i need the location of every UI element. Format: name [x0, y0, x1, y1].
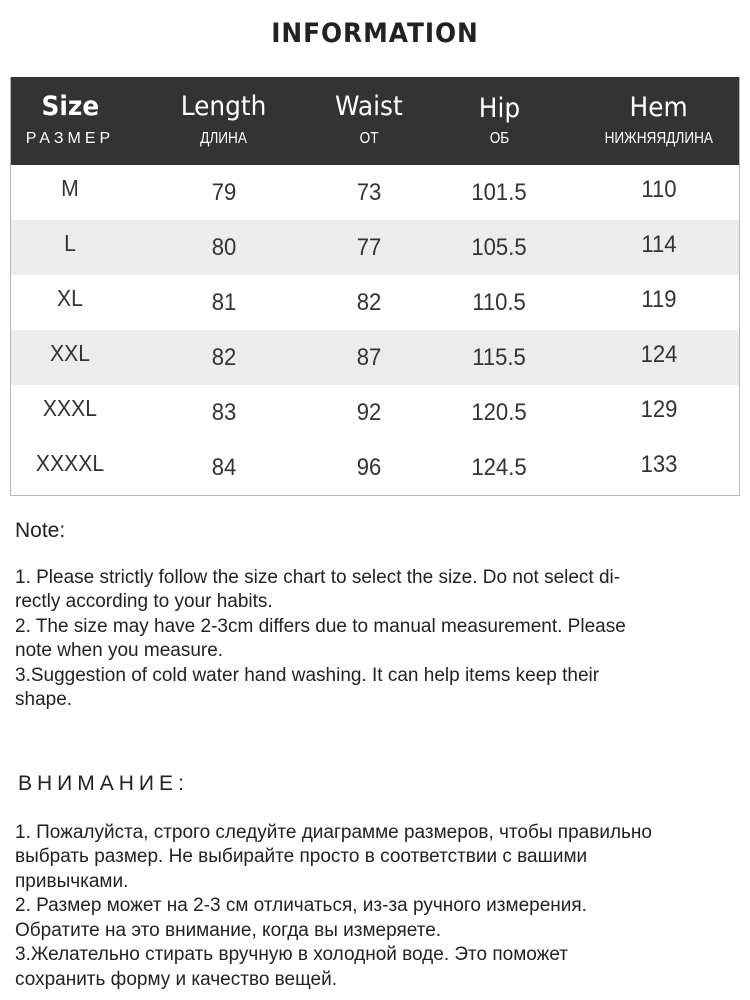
- column-header-hem: [579, 77, 739, 165]
- table-row: [11, 220, 739, 275]
- note-line: выбрать размер. Не выбирайте просто в соответствии с вашими: [15, 846, 588, 867]
- column-header-en: Hem: [629, 92, 689, 123]
- note-line: note when you measure.: [15, 640, 224, 661]
- cell-hip: 101.5: [471, 178, 527, 206]
- note-heading: Note:: [15, 519, 66, 542]
- cell-hem: 110: [641, 175, 677, 203]
- cell-hip: 120.5: [471, 398, 527, 426]
- cell-hem: 124: [640, 340, 678, 368]
- note-line: 1. Пожалуйста, строго следуйте диаграмме размеров, чтобы правильно: [15, 821, 652, 843]
- note-line: 2. Размер может на 2-3 см отличаться, из-за ручного измерения.: [15, 895, 587, 916]
- cell-waist: 73: [356, 178, 382, 206]
- column-header-ru: РАЗМЕР: [25, 130, 115, 147]
- cell-waist: 96: [356, 453, 382, 481]
- size-chart-table: [10, 77, 740, 496]
- cell-hem: 119: [641, 285, 677, 313]
- cell-size: M: [61, 175, 79, 201]
- cell-hem: 129: [640, 395, 678, 423]
- cell-length: 83: [211, 398, 237, 426]
- note-line: 3.Желательно стирать вручную в холодной воде. Это поможет: [15, 944, 569, 965]
- cell-waist: 82: [356, 288, 382, 316]
- cell-hip: 105.5: [471, 233, 527, 261]
- note-heading: ВНИМАНИЕ:: [18, 772, 189, 795]
- table-header: [11, 77, 739, 165]
- note-line: сохранить форму и качество вещей.: [15, 968, 337, 990]
- cell-length: 80: [211, 233, 237, 261]
- cell-hem: 114: [641, 230, 677, 258]
- column-header-ru: ОБ: [489, 130, 509, 147]
- table-row: [11, 330, 739, 385]
- cell-size: XXXL: [42, 395, 98, 421]
- note-line: shape.: [15, 689, 73, 710]
- table-row: [11, 165, 739, 220]
- table-row: [11, 275, 739, 330]
- column-header-waist: [319, 77, 419, 165]
- column-header-ru: ДЛИНА: [200, 130, 248, 147]
- note-line: привычками.: [15, 870, 129, 892]
- cell-waist: 92: [356, 398, 382, 426]
- cell-size: XXXXL: [35, 450, 105, 476]
- column-header-size: [11, 77, 129, 165]
- cell-hip: 124.5: [471, 453, 527, 481]
- page-title: INFORMATION: [271, 18, 479, 49]
- cell-size: XL: [57, 285, 83, 311]
- note-russian: [15, 772, 738, 992]
- note-line: 1. Please strictly follow the size chart to select the size. Do not select di-: [15, 566, 621, 588]
- cell-waist: 87: [356, 343, 382, 371]
- column-header-length: [129, 77, 319, 165]
- column-header-ru: НИЖНЯЯДЛИНА: [604, 130, 714, 147]
- cell-length: 81: [211, 288, 237, 316]
- note-line: 3.Suggestion of cold water hand washing. It can help items keep their: [15, 664, 600, 686]
- cell-waist: 77: [356, 233, 382, 261]
- note-english: [15, 519, 735, 713]
- cell-length: 84: [211, 453, 237, 481]
- cell-length: 82: [211, 343, 237, 371]
- cell-size: L: [64, 230, 76, 256]
- column-header-en: Waist: [335, 91, 403, 122]
- note-line: 2. The size may have 2-3cm differs due to manual measurement. Please: [15, 615, 626, 637]
- column-header-ru: ОТ: [359, 130, 379, 147]
- note-line: Обратите на это внимание, когда вы измеряете.: [15, 919, 442, 941]
- column-header-en: Hip: [478, 93, 520, 124]
- table-row: [11, 440, 739, 495]
- column-header-en: Length: [181, 91, 267, 122]
- table-row: [11, 385, 739, 440]
- cell-hem: 133: [640, 450, 678, 478]
- cell-hip: 115.5: [472, 343, 526, 371]
- note-line: rectly according to your habits.: [15, 591, 273, 612]
- cell-size: XXL: [49, 340, 90, 366]
- column-header-hip: [419, 77, 579, 165]
- column-header-en: Size: [41, 91, 99, 122]
- cell-hip: 110.5: [472, 288, 526, 316]
- cell-length: 79: [211, 178, 237, 206]
